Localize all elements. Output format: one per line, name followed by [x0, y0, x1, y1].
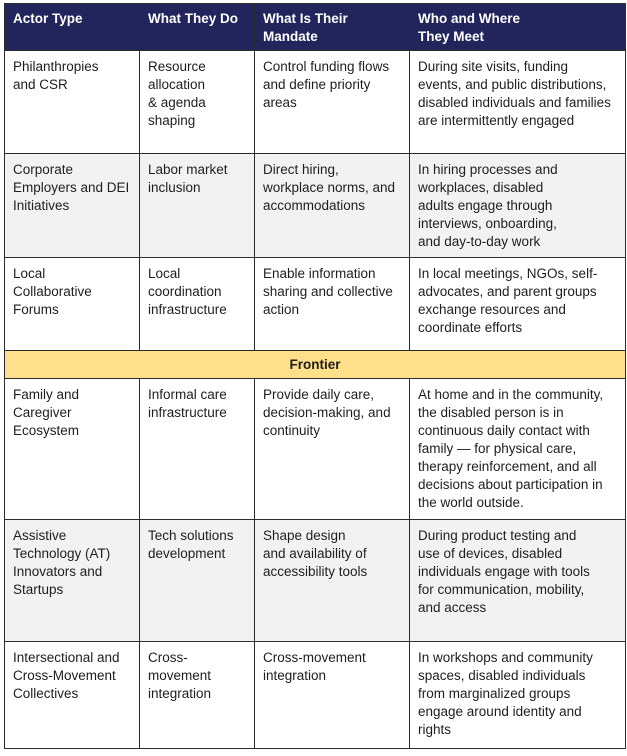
cell-meet: In local meetings, NGOs, self- advocates, and parent groups exchange resources and coordinate efforts [410, 258, 626, 351]
header-mandate: What Is Their Mandate [255, 4, 410, 51]
cell-do: Cross- movement integration [140, 642, 255, 749]
table-row [5, 379, 626, 520]
cell-mandate: Direct hiring, workplace norms, and accommodations [255, 154, 410, 258]
table-row [5, 154, 626, 258]
table-header [5, 4, 626, 51]
cell-actor: Corporate Employers and DEI Initiatives [5, 154, 140, 258]
cell-do: Resource allocation & agenda shaping [140, 51, 255, 154]
actors-table [4, 3, 626, 749]
frontier-divider-row [5, 351, 626, 379]
cell-mandate: Control funding flows and define priority areas [255, 51, 410, 154]
cell-meet: During product testing and use of devices, disabled individuals engage with tools for communication, mobility, and access [410, 520, 626, 642]
cell-meet: In workshops and community spaces, disabled individuals from marginalized groups engage around identity and rights [410, 642, 626, 749]
cell-actor: Assistive Technology (AT) Innovators and Startups [5, 520, 140, 642]
cell-actor: Intersectional and Cross-Movement Collectives [5, 642, 140, 749]
header-actor-type: Actor Type [5, 4, 140, 51]
header-row [5, 4, 626, 51]
table-row [5, 258, 626, 351]
cell-actor: Philanthropies and CSR [5, 51, 140, 154]
cell-do: Local coordination infrastructure [140, 258, 255, 351]
cell-actor: Family and Caregiver Ecosystem [5, 379, 140, 520]
cell-meet: At home and in the community, the disabled person is in continuous daily contact with family — for physical care, therapy reinforcement, and all decisions about participation in the world outside. [410, 379, 626, 520]
cell-do: Informal care infrastructure [140, 379, 255, 520]
table-row [5, 520, 626, 642]
cell-mandate: Enable information sharing and collective action [255, 258, 410, 351]
cell-mandate: Provide daily care, decision-making, and continuity [255, 379, 410, 520]
cell-mandate: Cross-movement integration [255, 642, 410, 749]
header-who-where-meet: Who and Where They Meet [410, 4, 626, 51]
cell-do: Labor market inclusion [140, 154, 255, 258]
cell-mandate: Shape design and availability of accessibility tools [255, 520, 410, 642]
frontier-label: Frontier [5, 351, 626, 379]
cell-do: Tech solutions development [140, 520, 255, 642]
cell-actor: Local Collaborative Forums [5, 258, 140, 351]
cell-meet: During site visits, funding events, and public distributions, disabled individuals and families are intermittently engaged [410, 51, 626, 154]
table-row [5, 642, 626, 749]
header-what-they-do: What They Do [140, 4, 255, 51]
table-row [5, 51, 626, 154]
cell-meet: In hiring processes and workplaces, disabled adults engage through interviews, onboarding, and day-to-day work [410, 154, 626, 258]
